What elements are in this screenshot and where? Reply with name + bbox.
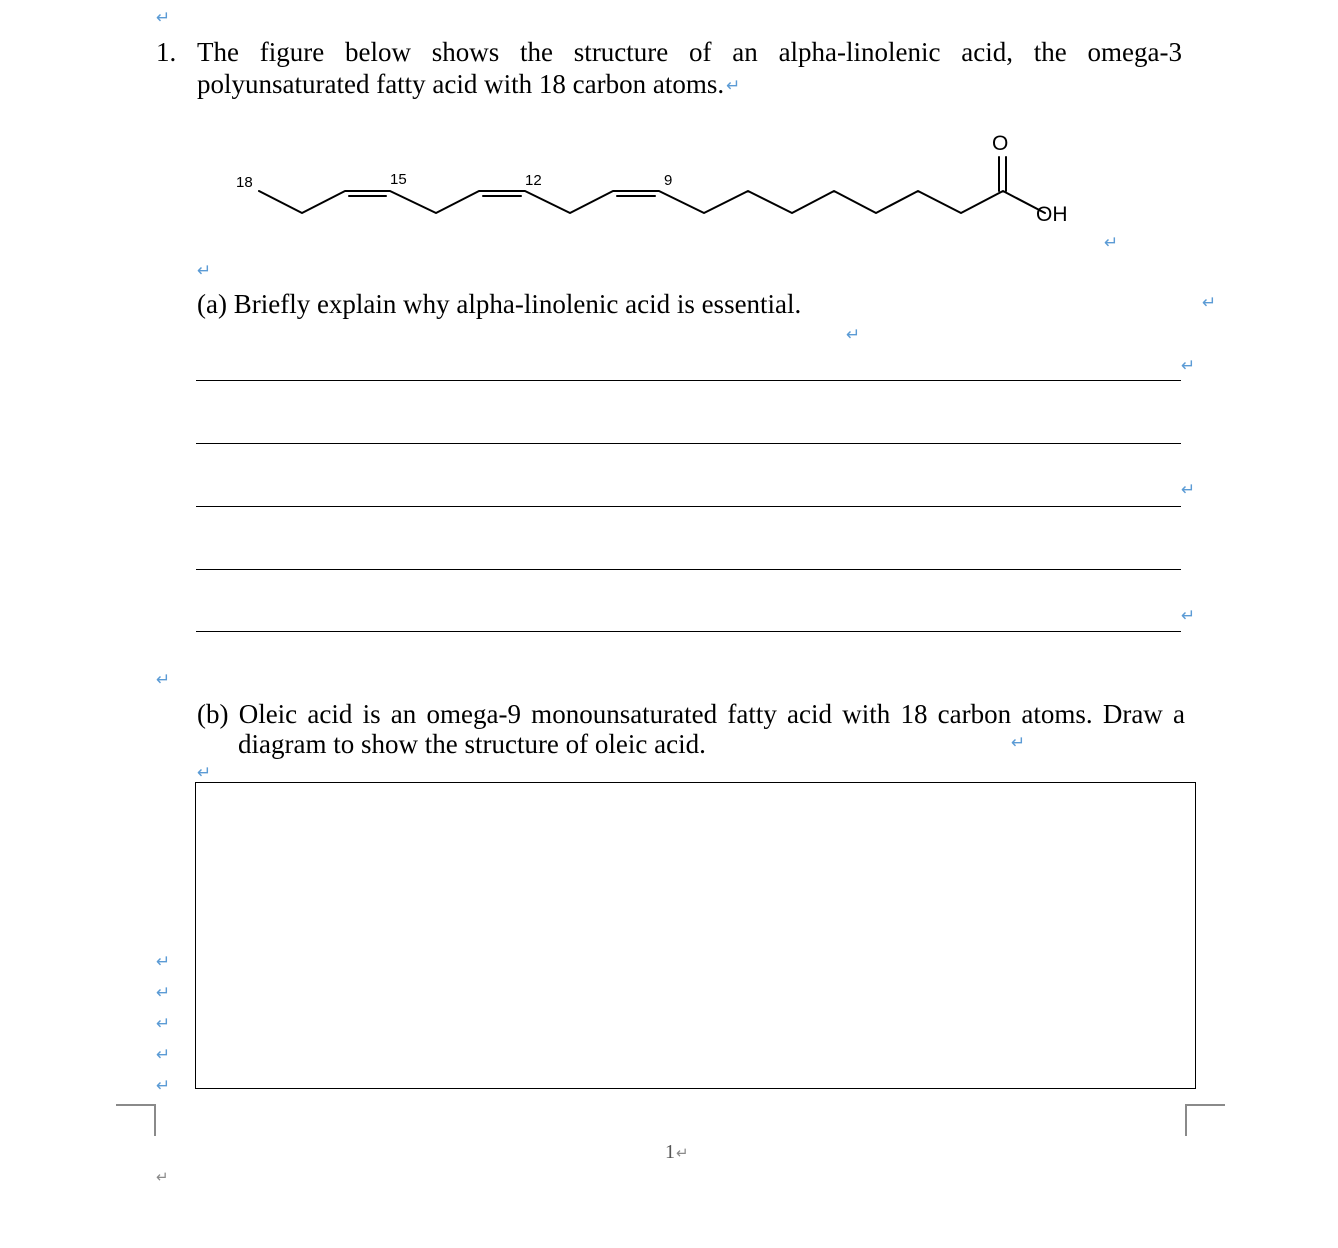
paragraph-mark: ↵ <box>156 8 171 28</box>
answer-line[interactable] <box>196 506 1181 507</box>
part-b-question-line2: diagram to show the structure of oleic acid. <box>238 729 706 759</box>
paragraph-mark: ↵ <box>156 1014 171 1034</box>
paragraph-mark: ↵ <box>156 1076 171 1096</box>
question-text-line1: The figure below shows the structure of an alpha-linolenic acid, the omega-3 <box>197 37 1182 67</box>
carbon-label-12: 12 <box>525 172 542 189</box>
paragraph-mark: ↵ <box>1181 480 1196 500</box>
paragraph-mark: ↵ <box>1202 293 1217 313</box>
question-text-line2-content: polyunsaturated fatty acid with 18 carbon atoms. <box>197 69 725 99</box>
paragraph-mark: ↵ <box>156 670 171 690</box>
drawing-answer-box[interactable] <box>195 782 1196 1089</box>
paragraph-mark: ↵ <box>676 1144 689 1162</box>
paragraph-mark: ↵ <box>726 76 741 96</box>
answer-line[interactable] <box>196 569 1181 570</box>
paragraph-mark: ↵ <box>846 325 861 345</box>
answer-line[interactable] <box>196 443 1181 444</box>
crop-mark-right <box>1185 1104 1225 1136</box>
answer-line[interactable] <box>196 380 1181 381</box>
alpha-linolenic-acid-structure <box>0 0 1338 260</box>
chain-skeleton <box>259 191 1045 213</box>
paragraph-mark: ↵ <box>156 1168 169 1186</box>
question-number: 1. <box>156 37 177 67</box>
paragraph-mark: ↵ <box>197 763 212 783</box>
carbon-label-18: 18 <box>236 174 253 191</box>
part-a-question: (a) Briefly explain why alpha-linolenic acid is essential. <box>197 289 802 319</box>
paragraph-mark: ↵ <box>1011 733 1026 753</box>
crop-mark-left <box>116 1104 156 1136</box>
paragraph-mark: ↵ <box>1181 356 1196 376</box>
carbon-chain <box>259 157 1045 213</box>
part-b-question-line1: (b) Oleic acid is an omega-9 monounsaturated fatty acid with 18 carbon atoms. Draw a <box>197 699 1185 729</box>
carbon-label-15: 15 <box>390 171 407 188</box>
paragraph-mark: ↵ <box>156 1045 171 1065</box>
paragraph-mark: ↵ <box>1104 233 1119 253</box>
hydroxyl-label: OH <box>1036 203 1068 226</box>
paragraph-mark: ↵ <box>156 983 171 1003</box>
paragraph-mark: ↵ <box>197 261 212 281</box>
paragraph-mark: ↵ <box>156 952 171 972</box>
page-number <box>665 1141 689 1164</box>
carbon-label-9: 9 <box>664 172 673 189</box>
page-number-value: 1 <box>665 1141 675 1163</box>
paragraph-mark: ↵ <box>1181 606 1196 626</box>
answer-line[interactable] <box>196 631 1181 632</box>
oxygen-label: O <box>992 132 1009 155</box>
